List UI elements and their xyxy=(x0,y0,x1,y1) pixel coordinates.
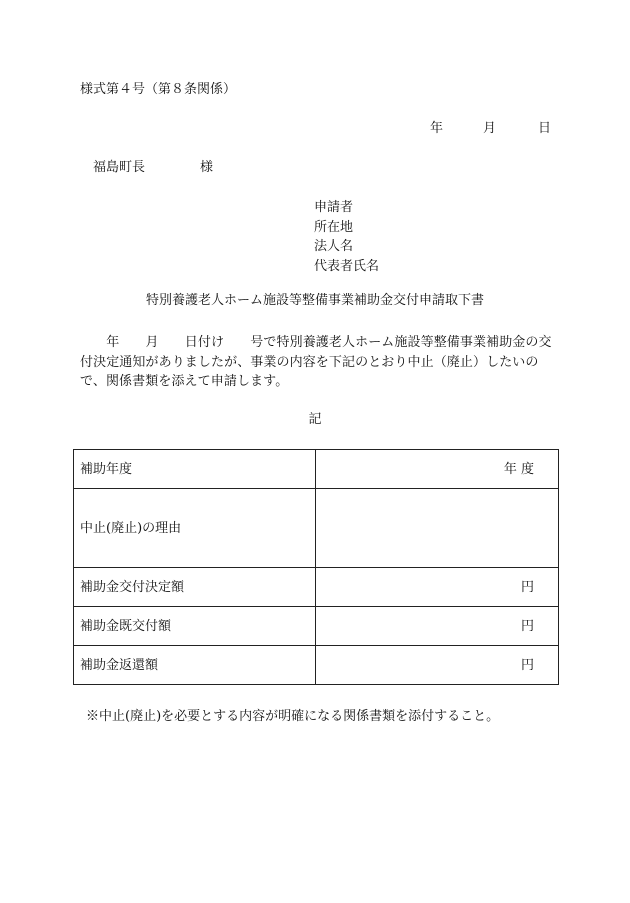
form-number: 様式第４号（第８条関係） xyxy=(80,82,237,97)
detail-table xyxy=(73,449,559,685)
table-cell-label: 補助金交付決定額 xyxy=(74,568,316,607)
ki-heading: 記 xyxy=(308,412,322,427)
addressee-honorific: 様 xyxy=(200,160,214,175)
date-month-label: 月 xyxy=(483,121,497,136)
table-cell-value: 年 度 xyxy=(316,450,559,489)
document-title: 特別養護老人ホーム施設等整備事業補助金交付申請取下書 xyxy=(145,293,484,308)
attachment-note: ※中止(廃止)を必要とする内容が明確になる関係書類を添付すること。 xyxy=(86,709,500,724)
table-cell-value: 円 xyxy=(316,646,559,685)
table-cell-value xyxy=(316,489,559,568)
table-row-refund-amount xyxy=(74,646,559,685)
table-row-paid-amount xyxy=(74,607,559,646)
table-row-reason xyxy=(74,489,559,568)
applicant-block xyxy=(314,198,379,277)
table-cell-value: 円 xyxy=(316,568,559,607)
date-day-label: 日 xyxy=(538,121,552,136)
table-row-subsidy-year xyxy=(74,450,559,489)
applicant-corporation-label: 法人名 xyxy=(314,239,354,255)
table-cell-value: 円 xyxy=(316,607,559,646)
table-row-decided-amount xyxy=(74,568,559,607)
date-line xyxy=(0,122,630,136)
addressee-name: 福島町長 xyxy=(93,160,146,175)
table-cell-label: 中止(廃止)の理由 xyxy=(74,489,316,568)
applicant-representative-label: 代表者氏名 xyxy=(314,259,380,275)
table-cell-label: 補助年度 xyxy=(74,450,316,489)
body-paragraph: 年 月 日付け 号で特別養護老人ホーム施設等整備事業補助金の交付決定通知がありましたが、事業の内容を下記のとおり中止（廃止）したいので、関係書類を添えて申請します。 xyxy=(80,335,552,389)
applicant-address-label: 所在地 xyxy=(314,219,354,235)
table-cell-label: 補助金既交付額 xyxy=(74,607,316,646)
table-cell-label: 補助金返還額 xyxy=(74,646,316,685)
applicant-label: 申請者 xyxy=(314,200,354,215)
date-year-label: 年 xyxy=(430,121,444,136)
